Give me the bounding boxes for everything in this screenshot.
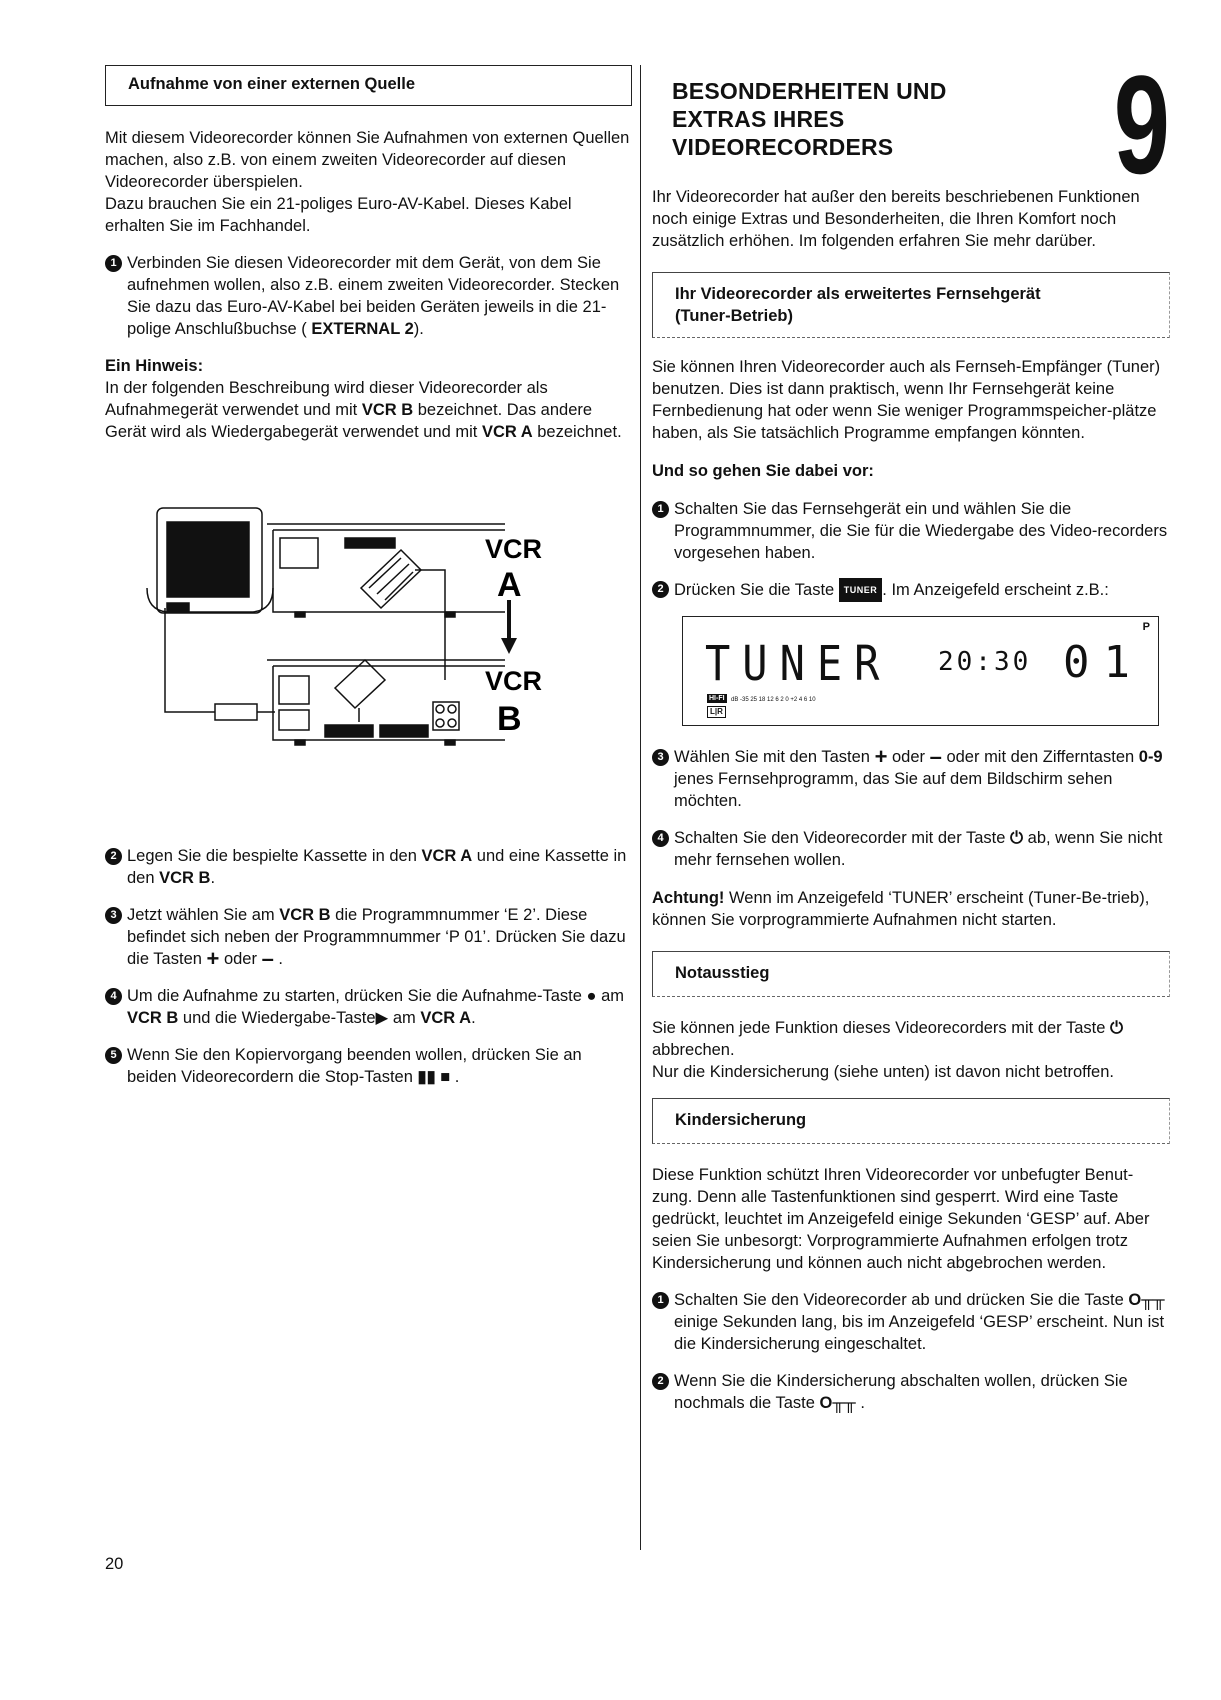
label-vcr-a-line1: VCR <box>485 534 543 564</box>
record-icon: ● <box>586 987 597 1005</box>
minus-icon: – <box>929 744 942 769</box>
tuner-button-icon: TUNER <box>839 578 883 602</box>
section-box-childlock: Kindersicherung <box>652 1098 1170 1144</box>
warning-text: Achtung! Wenn im Anzeigefeld ‘TUNER’ erscheint (Tuner-Be-trieb), können Sie vorprogrammierte Aufnahmen nicht starten. <box>652 889 1150 929</box>
paragraph-intro-2: Dazu brauchen Sie ein 21-poliges Euro-AV-Kabel. Dieses Kabel erhalten Sie im Fachhandel. <box>105 195 572 235</box>
left-column <box>105 65 632 1088</box>
column-divider <box>640 65 641 1550</box>
right-column <box>652 46 1170 1414</box>
minus-icon: – <box>261 946 274 971</box>
plus-icon: + <box>874 744 888 769</box>
display-channel: 01 <box>1063 637 1144 688</box>
step-number-icon: 4 <box>652 830 669 847</box>
chapter-number: 9 <box>1113 46 1170 203</box>
power-icon: ⏻ <box>1010 829 1024 847</box>
stop-icon: ▮▮ ■ <box>417 1068 451 1086</box>
play-icon: ▶ <box>375 1009 389 1027</box>
tuner-step-1: 1 Schalten Sie das Fernsehgerät ein und wählen Sie die Programmnummer, die Sie für die Wiedergabe des Video-recorders vorgesehen haben. <box>652 498 1170 564</box>
tuner-step-2: 2 Drücken Sie die Taste TUNER . Im Anzeigefeld erscheint z.B.: <box>652 578 1170 602</box>
tuner-subheading: Und so gehen Sie dabei vor: <box>652 462 874 480</box>
note-text: In der folgenden Beschreibung wird dieser Videorecorder als Aufnahmegerät verwendet und mit VCR B bezeichnet. Das andere Gerät wird als Wiedergabegerät verwendet und mit VCR A bezeichnet. <box>105 379 622 441</box>
chapter-header <box>652 46 1170 203</box>
display-time: 20:30 <box>938 647 1032 677</box>
emergency-note: Nur die Kindersicherung (siehe unten) ist davon nicht betroffen. <box>652 1063 1114 1081</box>
power-icon: ⏻ <box>1110 1019 1124 1037</box>
emergency-text: Sie können jede Funktion dieses Videorecorders mit der Taste ⏻ abbrechen. <box>652 1019 1124 1059</box>
childlock-intro: Diese Funktion schützt Ihren Videorecorder vor unbefugter Benut-zung. Denn alle Tastenfunktionen sind gesperrt. Wird eine Taste gedrückt, leuchtet im Anzeigefeld einige Sekunden ‘GESP’ auf. Aber seien Sie unbesorgt: Vorprogrammierte Aufnahmen erfolgen trotz Kindersicherung und können auch nicht abgebrochen werden. <box>652 1166 1150 1272</box>
step-5: 5 Wenn Sie den Kopiervorgang beenden wollen, drücken Sie an beiden Videorecordern die Stop-Tasten ▮▮ ■ . <box>105 1044 632 1088</box>
childlock-step-2: 2 Wenn Sie die Kindersicherung abschalten wollen, drücken Sie nochmals die Taste O╥╥ . <box>652 1370 1170 1414</box>
scart-plug-a <box>361 550 421 608</box>
step-number-icon: 2 <box>652 1373 669 1390</box>
key-icon: O╥╥ <box>1128 1291 1165 1309</box>
connection-diagram <box>105 500 632 790</box>
lr-icon: L|R <box>707 706 726 718</box>
page-number: 20 <box>105 1555 124 1573</box>
plus-icon: + <box>206 946 220 971</box>
step-number-icon: 2 <box>105 848 122 865</box>
tuner-step-4: 4 Schalten Sie den Videorecorder mit der Taste ⏻ ab, wenn Sie nicht mehr fernsehen wollen. <box>652 827 1170 871</box>
display-p-indicator: P <box>1142 621 1150 633</box>
label-vcr-a-line2: A <box>497 566 522 604</box>
tuner-intro: Sie können Ihren Videorecorder auch als Fernseh-Empfänger (Tuner) benutzen. Dies ist dann praktisch, wenn Ihr Fernsehgerät keine Fernbedienung hat oder wenn Sie weniger Programmspeicher-plätze haben, als Sie tatsächlich Programme empfangen könnten. <box>652 358 1161 442</box>
scart-plug-b <box>335 660 385 708</box>
hifi-icon: HI-FI <box>709 695 725 702</box>
section-title: Aufnahme von einer externen Quelle <box>128 75 415 93</box>
step-2: 2 Legen Sie die bespielte Kassette in den VCR A und eine Kassette in den VCR B. <box>105 845 632 889</box>
step-3: 3 Jetzt wählen Sie am VCR B die Programmnummer ‘E 2’. Diese befindet sich neben der Programmnummer ‘P 01’. Drücken Sie dazu die Tasten + oder – . <box>105 904 632 970</box>
step-number-icon: 1 <box>652 501 669 518</box>
note-title: Ein Hinweis: <box>105 357 204 375</box>
step-number-icon: 4 <box>105 988 122 1005</box>
paragraph-intro-1: Mit diesem Videorecorder können Sie Aufnahmen von externen Quellen machen, also z.B. von einem zweiten Videorecorder auf diesen Videorecorder überspielen. <box>105 129 630 191</box>
chapter-intro: Ihr Videorecorder hat außer den bereits beschriebenen Funktionen noch einige Extras und Besonderheiten, die Ihren Komfort noch zusätzlich erhöhen. Im folgenden erfahren Sie mehr darüber. <box>652 188 1140 250</box>
step-number-icon: 5 <box>105 1047 122 1064</box>
display-level-scale: dB -35 25 18 12 6 2 0 +2 4 6 10 <box>731 697 816 703</box>
step-number-icon: 1 <box>105 255 122 272</box>
section-box-emergency: Notausstieg <box>652 951 1170 997</box>
step-number-icon: 1 <box>652 1292 669 1309</box>
tv-screen <box>167 522 249 597</box>
step-number-icon: 3 <box>652 749 669 766</box>
tuner-step-3: 3 Wählen Sie mit den Tasten + oder – oder mit den Zifferntasten 0-9 jenes Fernsehprogramm, das Sie auf dem Bildschirm sehen möchten. <box>652 746 1170 812</box>
step-number-icon: 3 <box>105 907 122 924</box>
chapter-title: BESONDERHEITEN UND EXTRAS IHRES VIDEORECORDERS <box>672 78 947 160</box>
vcr-a-antenna-ports <box>280 538 318 568</box>
section-box-tuner: Ihr Videorecorder als erweitertes Fernsehgerät (Tuner-Betrieb) <box>652 272 1170 338</box>
step-number-icon: 2 <box>652 581 669 598</box>
display-word: TUNER <box>705 635 892 692</box>
label-vcr-b-line2: B <box>497 700 522 738</box>
label-vcr-b-line1: VCR <box>485 666 543 696</box>
section-box-external-source <box>105 65 632 106</box>
step-4: 4 Um die Aufnahme zu starten, drücken Sie die Aufnahme-Taste ● am VCR B und die Wiedergabe-Taste▶ am VCR A. <box>105 985 632 1029</box>
childlock-step-1: 1 Schalten Sie den Videorecorder ab und drücken Sie die Taste O╥╥ einige Sekunden lang, bis im Anzeigefeld ‘GESP’ erscheint. Nun ist die Kindersicherung eingeschaltet. <box>652 1289 1170 1355</box>
tuner-display <box>682 616 1159 726</box>
step-1: 1 Verbinden Sie diesen Videorecorder mit dem Gerät, von dem Sie aufnehmen wollen, also z.B. einem zweiten Videorecorder. Stecken Sie dazu das Euro-AV-Kabel bei beiden Geräten jeweils in die 21-polige Anschlußbuchse ( EXTERNAL 2). <box>105 252 632 340</box>
key-icon: O╥╥ <box>819 1394 856 1412</box>
